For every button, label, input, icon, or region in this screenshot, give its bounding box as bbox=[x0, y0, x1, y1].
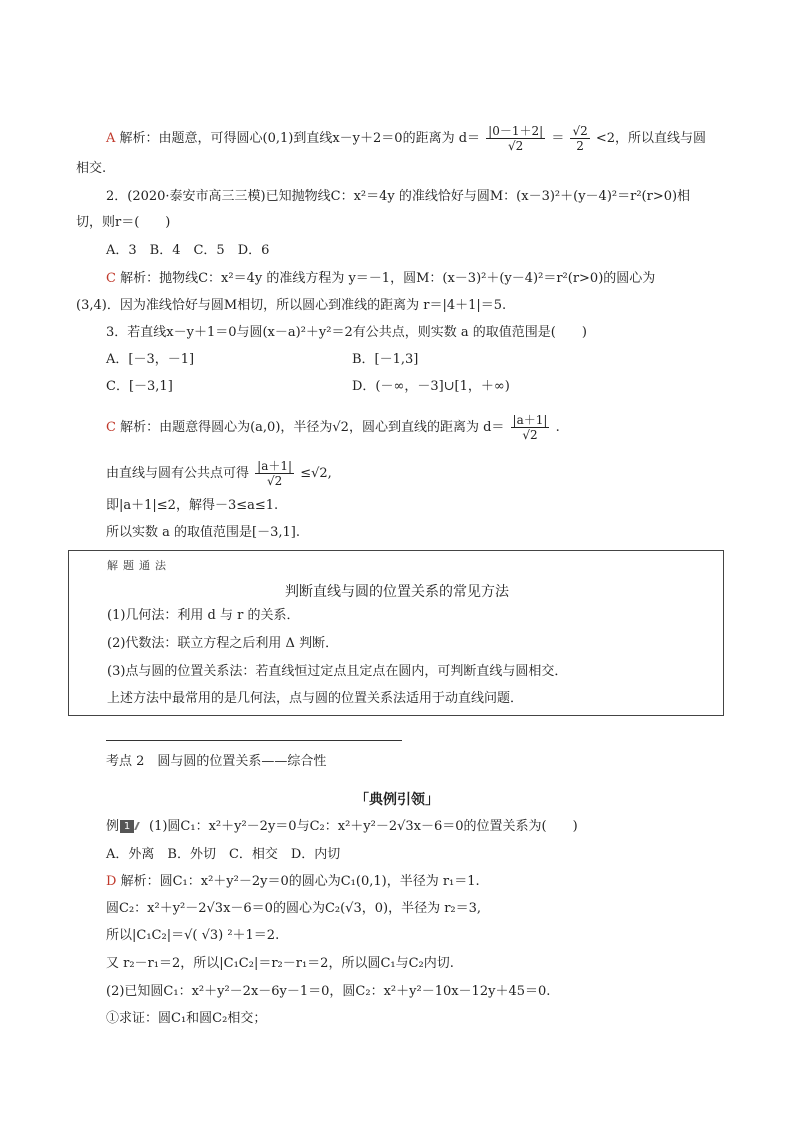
example-solution-line2: 圆C₂：x²＋y²－2√3x－6＝0的圆心为C₂(√3，0)，半径为 r₂＝3, bbox=[106, 901, 482, 916]
q1-solution-text: 解析：由题意，可得圆心(0,1)到直线x－y＋2＝0的距离为 d＝ bbox=[119, 131, 481, 146]
summary-item-3: (3)点与圆的位置关系法：若直线恒过定点且定点在圆内，可判断直线与圆相交． bbox=[107, 664, 568, 679]
summary-tag: 解题通法 bbox=[107, 559, 171, 572]
q1-fraction-numerator: |0－1＋2| bbox=[488, 124, 544, 138]
method-summary-box bbox=[68, 550, 724, 716]
example-solution-line3: 所以|C₁C₂|＝√( √3) ²＋1＝2. bbox=[106, 928, 280, 943]
example-stem: (1)圆C₁：x²＋y²－2y＝0与C₂：x²＋y²－2√3x－6＝0的位置关系为( ) bbox=[149, 819, 578, 834]
example-solution-text1: 解析：圆C₁：x²＋y²－2y＝0的圆心为C₁(0,1)，半径为 r₁＝1. bbox=[120, 874, 480, 889]
q3-stem: 3．若直线x－y＋1＝0与圆(x－a)²＋y²＝2有公共点，则实数 a 的取值范围是( ) bbox=[106, 325, 587, 340]
q3-option-c: C．[－3,1] bbox=[106, 379, 173, 394]
q2-answer: C bbox=[106, 271, 116, 286]
section-divider bbox=[106, 740, 402, 741]
example-solution-line4: 又 r₂－r₁＝2，所以|C₁C₂|＝r₂－r₁＝2，所以圆C₁与C₂内切. bbox=[106, 956, 454, 971]
q3-line2-tail: ≤√2, bbox=[300, 466, 332, 481]
q3-fraction2-denominator: √2 bbox=[266, 474, 283, 488]
q3-fraction-denominator: √2 bbox=[522, 428, 538, 442]
q3-solution-text: 解析：由题意得圆心为(a,0)，半径为√2，圆心到直线的距离为 d＝ bbox=[120, 420, 505, 435]
q2-solution-text1: 解析：抛物线C：x²＝4y 的准线方程为 y＝－1，圆M：(x－3)²＋(y－4)²＝r²(r>0)的圆心为 bbox=[120, 271, 656, 286]
q1-fraction2-denominator: 2 bbox=[576, 139, 584, 153]
pen-icon bbox=[134, 822, 148, 830]
q1-answer: A bbox=[106, 131, 116, 146]
example-number-badge: 1 bbox=[120, 820, 134, 833]
q1-fraction2-numerator: √2 bbox=[572, 124, 588, 138]
q2-stem-line2: 切，则r＝( ) bbox=[76, 215, 171, 230]
example-part2-question1: ①求证：圆C₁和圆C₂相交； bbox=[106, 1011, 267, 1026]
summary-item-4: 上述方法中最常用的是几何法，点与圆的位置关系法适用于动直线问题． bbox=[107, 691, 524, 706]
q3-solution-line1 bbox=[106, 413, 560, 442]
example-options: A．外离 B．外切 C．相交 D．内切 bbox=[106, 847, 341, 862]
q3-fraction2-numerator: |a＋1| bbox=[257, 459, 293, 473]
q3-answer: C bbox=[106, 420, 116, 435]
example-stem-line bbox=[106, 818, 578, 836]
q1-solution-tail: <2，所以直线与圆 bbox=[595, 131, 707, 146]
section-heading: 考点 2 圆与圆的位置关系——综合性 bbox=[106, 754, 327, 769]
q1-equals: ＝ bbox=[551, 131, 565, 146]
q3-solution-line3: 即|a＋1|≤2，解得－3≤a≤1. bbox=[106, 498, 279, 513]
q1-fraction-value bbox=[570, 124, 589, 153]
example-answer: D bbox=[106, 874, 117, 889]
q3-solution-period: . bbox=[555, 420, 560, 435]
summary-item-1: (1)几何法：利用 d 与 r 的关系． bbox=[107, 608, 300, 623]
q2-stem-line1: 2．(2020·泰安市高三三模)已知抛物线C：x²＝4y 的准线恰好与圆M：(x－3)²＋(y－4)²＝r²(r>0)相 bbox=[106, 189, 691, 204]
example-title: 「典例引领」 bbox=[355, 792, 439, 808]
q1-solution-line bbox=[106, 124, 706, 153]
example-part2: (2)已知圆C₁：x²＋y²－2x－6y－1＝0，圆C₂：x²＋y²－10x－12y＋45＝0. bbox=[106, 984, 551, 999]
example-label: 例 bbox=[106, 819, 120, 834]
example-solution-line1 bbox=[106, 873, 480, 891]
q3-line2-text: 由直线与圆有公共点可得 bbox=[106, 466, 250, 481]
q1-fraction-distance bbox=[486, 124, 545, 153]
q3-solution-line2 bbox=[106, 459, 332, 488]
q2-solution-line2: (3,4)．因为准线恰好与圆M相切，所以圆心到准线的距离为 r＝|4＋1|＝5. bbox=[76, 298, 507, 313]
q1-fraction-denominator: √2 bbox=[508, 139, 524, 153]
q3-fraction-numerator: |a＋1| bbox=[512, 413, 548, 427]
q3-fraction-distance bbox=[511, 413, 550, 442]
q3-solution-line4: 所以实数 a 的取值范围是[－3,1]. bbox=[106, 525, 300, 540]
q3-option-d: D．(－∞，－3]∪[1，＋∞) bbox=[352, 379, 510, 394]
q2-options: A．3 B．4 C．5 D．6 bbox=[106, 243, 270, 258]
q2-solution-line1 bbox=[106, 270, 655, 288]
summary-title: 判断直线与圆的位置关系的常见方法 bbox=[285, 584, 509, 600]
q3-option-b: B．[－1,3] bbox=[352, 352, 419, 367]
summary-item-2: (2)代数法：联立方程之后利用 Δ 判断． bbox=[107, 636, 339, 651]
q1-solution-continued: 相交. bbox=[76, 161, 107, 176]
q3-option-a: A．[－3，－1] bbox=[106, 352, 195, 367]
q3-fraction-inequality bbox=[255, 459, 294, 488]
